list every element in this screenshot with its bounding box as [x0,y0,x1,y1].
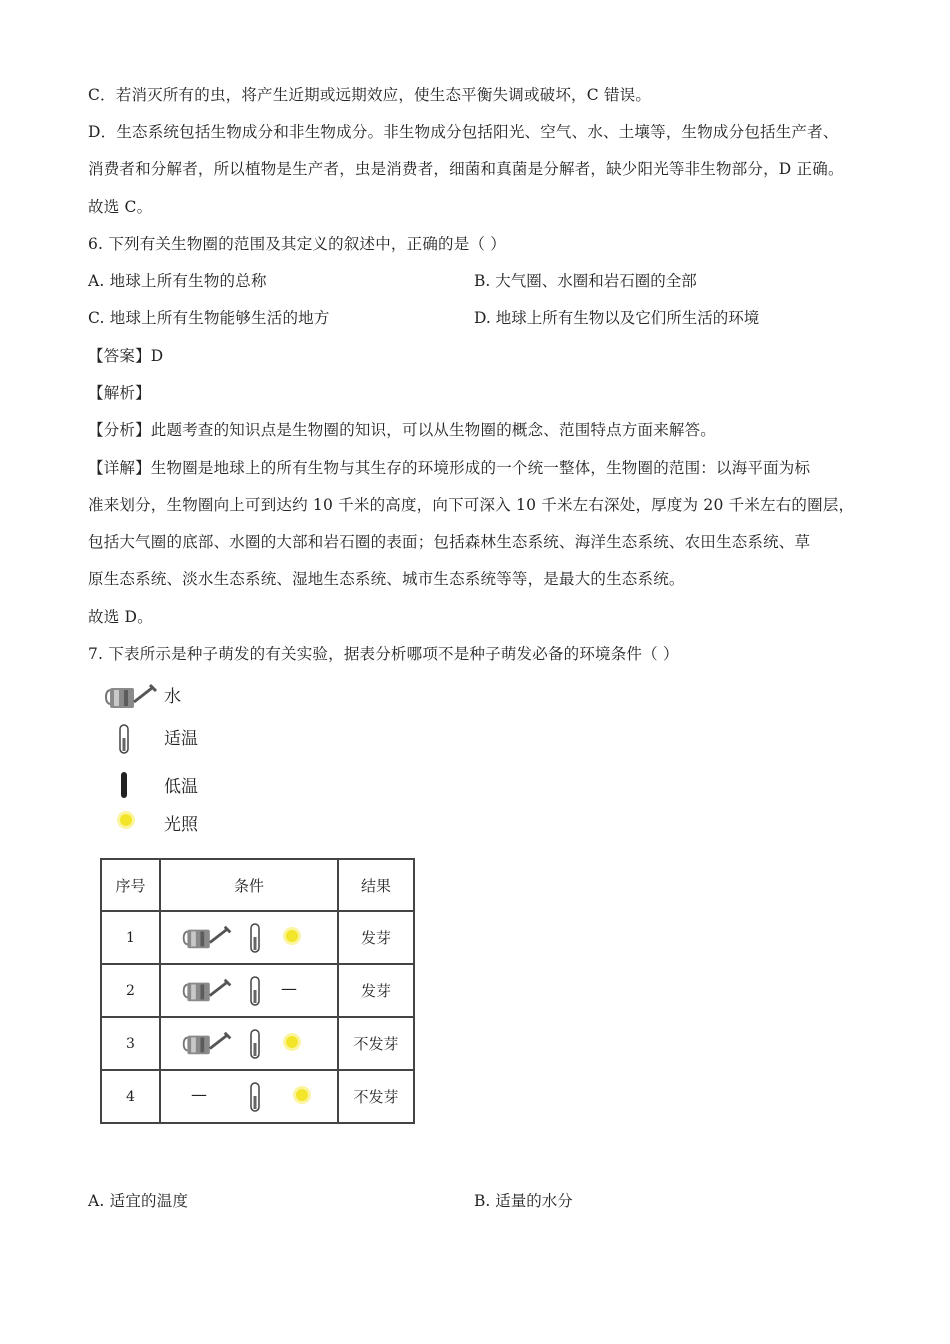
row-result: 不发芽 [338,1070,414,1123]
legend-light-label: 光照 [164,815,198,835]
watering-can-icon [179,977,235,1005]
table-row [101,911,414,964]
no-water-dash: — [191,1085,207,1104]
row-conditions [160,964,338,1017]
sun-icon [278,924,306,948]
table-row [101,964,414,1017]
thermometer-warm-icon [249,976,261,1006]
header-condition: 条件 [160,859,338,911]
header-no: 序号 [101,859,160,911]
detail-2: 准来划分，生物圈向上可到达约 10 千米的高度，向下可深入 10 千米左右深处，厚度为 20 千米左右的圈层， [88,496,855,514]
legend-cold-label: 低温 [164,777,198,797]
row-conditions [160,911,338,964]
sun-icon [278,1030,306,1054]
row-conditions [160,1017,338,1070]
analysis-text: 【分析】此题考查的知识点是生物圈的知识，可以从生物圈的概念、范围特点方面来解答。 [88,421,717,439]
analysis-heading: 【解析】 [88,384,151,402]
option-7a: A. 适宜的温度 [88,1192,189,1210]
legend-warm-label: 适温 [164,729,198,749]
option-6a: A. 地球上所有生物的总称 [88,272,267,290]
option-6c: C. 地球上所有生物能够生活的地方 [88,309,330,327]
detail-1: 【详解】生物圈是地球上的所有生物与其生存的环境形成的一个统一整体，生物圈的范围：以海平面为标 [88,459,811,477]
row-result: 发芽 [338,964,414,1017]
sun-icon [104,810,144,834]
thermometer-cold-icon [114,772,154,802]
row-number: 3 [101,1017,160,1070]
experiment-table [100,858,415,1124]
option-6b: B. 大气圈、水圈和岩石圈的全部 [474,272,697,290]
answer: 【答案】D [88,347,164,365]
option-7b: B. 适量的水分 [474,1192,573,1210]
question-6: 6. 下列有关生物圈的范围及其定义的叙述中，正确的是（ ） [88,235,506,253]
row-number: 1 [101,911,160,964]
watering-can-icon [179,1030,235,1058]
thermometer-warm-icon [114,724,154,754]
table-row [101,1017,414,1070]
thermometer-warm-icon [249,1029,261,1059]
option-6d: D. 地球上所有生物以及它们所生活的环境 [474,309,760,327]
text-d-1: D．生态系统包括生物成分和非生物成分。非生物成分包括阳光、空气、水、土壤等，生物成分包括生产者、 [88,123,839,141]
legend-water-label: 水 [164,687,181,707]
question-7: 7. 下表所示是种子萌发的有关实验，据表分析哪项不是种子萌发必备的环境条件（ ） [88,645,679,663]
sun-icon [288,1083,316,1107]
header-result: 结果 [338,859,414,911]
table-row [101,1070,414,1123]
watering-can-icon [104,682,158,712]
table-header-row [101,859,414,911]
row-result: 发芽 [338,911,414,964]
text-d-2: 消费者和分解者，所以植物是生产者，虫是消费者，细菌和真菌是分解者，缺少阳光等非生物部分，D 正确。 [88,160,844,178]
row-result: 不发芽 [338,1017,414,1070]
text-choose-d: 故选 D。 [88,608,153,626]
thermometer-warm-icon [249,1082,261,1112]
row-conditions [160,1070,338,1123]
thermometer-warm-icon [249,923,261,953]
watering-can-icon [179,924,235,952]
text-c: C．若消灭所有的虫，将产生近期或远期效应，使生态平衡失调或破坏，C 错误。 [88,86,652,104]
text-choose-c: 故选 C。 [88,198,153,216]
row-number: 4 [101,1070,160,1123]
detail-4: 原生态系统、淡水生态系统、湿地生态系统、城市生态系统等等，是最大的生态系统。 [88,570,685,588]
no-light-dash: — [281,979,297,998]
row-number: 2 [101,964,160,1017]
detail-3: 包括大气圈的底部、水圈的大部和岩石圈的表面；包括森林生态系统、海洋生态系统、农田生态系统、草 [88,533,811,551]
